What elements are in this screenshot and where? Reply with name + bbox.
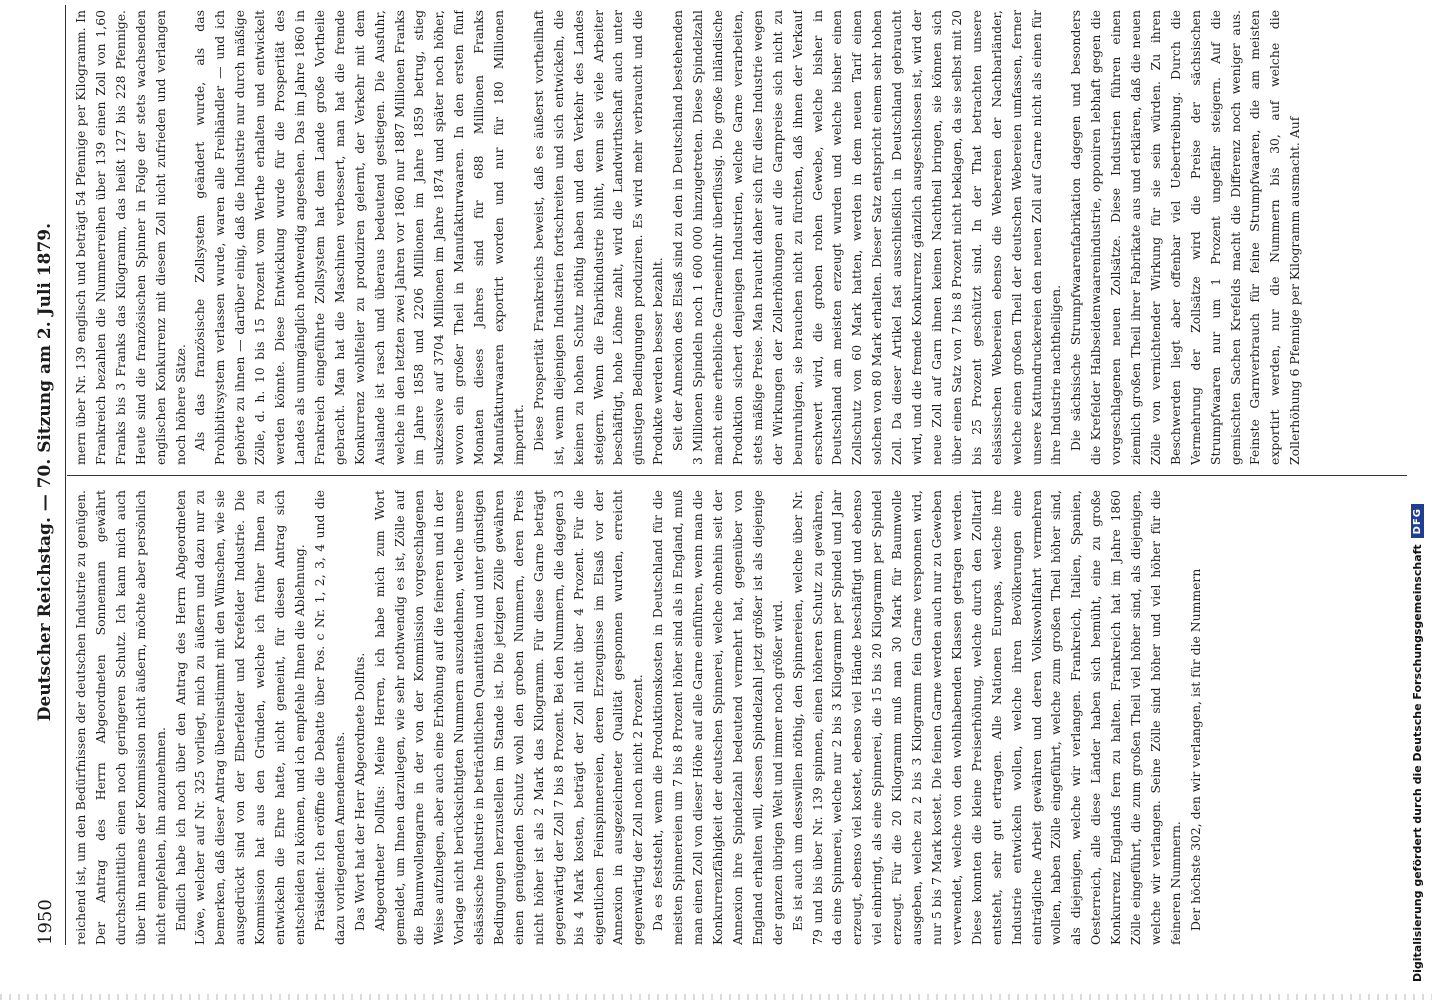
paragraph: Diese Prosperität Frankreichs beweist, daß es äußerst vortheilhaft ist, wenn diejenigen Industrien fortschreiten und sich entwickeln, die keinen zu hohen Schutz nöthig haben und den Verkehr des Landes steigern. Wenn die Fabrikindustrie blüht, wenn sie viele Arbeiter beschäftigt, hohe Löhne zahlt, wird die Landwirthschaft auch unter günstigen Bedingungen produziren. Es wird mehr verbraucht und die Produkte werden besser bezahlt. — [530, 10, 666, 465]
page-header — [25, 5, 65, 945]
paragraph: Endlich habe ich noch über den Antrag des Herrn Abgeordneten Löwe, welcher auf Nr. 325 vorliegt, mich zu äußern und dazu nur zu bemerken, daß dieser Antrag übereinstimmt mit den Wünschen, wie sie ausgedrückt sind von der Elberfelder und Krefelder Industrie. Die Kommission hat aus den Gründen, welche ich früher Ihnen zu entwickeln die Ehre hatte, nicht gemeint, für diesen Antrag sich entscheiden zu können, und ich empfehle Ihnen die Ablehnung. — [172, 490, 307, 945]
column-divider — [67, 475, 1407, 476]
scan-edge — [0, 994, 1432, 1000]
paragraph: mern über Nr. 139 englisch und beträgt 54 Pfennige per Kilogramm. In Frankreich bezahlen die Nummerreihen über 139 einen Zoll von 1,60 Franks bis 3 Franks das Kilogramm, das heißt 127 bis 228 Pfennige. Heute sind die französischen Spinner in Folge der stets wachsenden englischen Konkurrenz mit diesem Zoll nicht zufrieden und verlangen noch höhere Sätze. — [73, 10, 188, 465]
dfg-logo: DFG — [1411, 504, 1424, 538]
paragraph: Die sächsische Strumpfwaarenfabrikation dagegen und besonders die Krefelder Halbseidenwaarenindustrie, opponiren lebhaft gegen die vorgeschlagenen neuen Zollsätze. Diese Industrien führen einen ziemlich großen Theil ihrer Fabrikate aus und erklären, daß die neuen Zölle von vernichtender Wirkung für sie sein würden. Zu ihren Beschwerden liegt aber offenbar viel Uebertreibung. Durch die Vermehrung der Zollsätze wird die Preise der sächsischen Strumpfwaaren nur um 1 Prozent ungefähr steigern. Auf die gemischten Sachen Krefelds macht die Differenz noch weniger aus. Feinste Garnverbrauch für feine Strumpfwaaren, die am meisten exportirt werden, nur die Nummern bis 30, auf welche die Zollerhöhung 6 Pfennige per Kilogramm ausmacht. Auf — [1068, 10, 1303, 465]
rotated-page — [25, 5, 1410, 945]
header-rule — [65, 5, 66, 945]
right-column — [71, 10, 1406, 465]
left-column — [71, 490, 1406, 945]
paragraph: Der höchste 302, den wir verlangen, ist für die Nummern — [1187, 568, 1203, 931]
paragraph: Abgeordneter Dollfus: Meine Herren, ich habe mich zum Wort gemeldet, um Ihnen darzulegen, wie sehr nothwendig es ist, Zölle auf die Baumwollengarne in der von der Kommission vorgeschlagenen Weise aufzulegen, aber auch eine Erhöhung auf die feineren und in der Vorlage nicht berücksichtigten Nummern auszudehnen, welche unsere elsässische Industrie in beträchtlichen Quantitäten und unter günstigen Bedingungen herzustellen im Stande ist. Die jetzigen Zölle gewähren einen genügenden Schutz wohl den groben Nummern, deren Preis nicht höher ist als 2 Mark das Kilogramm. Für diese Garne beträgt gegenwärtig der Zoll 7 bis 8 Prozent. Bei den Nummern, die dagegen 3 bis 4 Mark kosten, beträgt der Zoll nicht über 4 Prozent. Für die eigentlichen Feinspinnereien, deren Erzeugnisse im Elsaß vor der Annexion in ausgezeichneter Qualität gesponnen wurden, erreicht gegenwärtig der Zoll noch nicht 2 Prozent. — [371, 490, 646, 945]
paragraph: Präsident: Ich eröffne die Debatte über Pos. c Nr. 1, 2, 3, 4 und die dazu vorliegenden Amendements. — [311, 490, 347, 945]
paragraph: Es ist auch um desswillen nöthig, den Spinnereien, welche über Nr. 79 und bis über Nr. 139 spinnen, einen höheren Schutz zu gewähren, da eine Spinnerei, welche nur 2 bis 3 Kilogramm per Spindel und Jahr erzeugt, ebenso viel kostet, ebenso viel Hände beschäftigt und ebenso viel einbringt, als eine Spinnerei, die 15 bis 20 Kilogramm per Spindel erzeugt. Für die 20 Kilogramm muß man 30 Mark für Baumwolle ausgeben, welche zu 2 bis 3 Kilogramm fein Garne versponnen wird, nur 5 bis 7 Mark kostet. Die feinen Garne werden auch nur zu Geweben verwendet, welche von den wohlhabenden Klassen getragen werden. Diese konnten die kleine Preiserhöhung, welche durch den Zolltarif entsteht, sehr gut ertragen. Alle Nationen Europas, welche ihre Industrie entwickeln wollen, welche ihren Bevölkerungen eine einträgliche Arbeit gewähren und deren Volkswohlfahrt vermehren wollen, haben Zölle eingeführt, welche zum großen Theil höher sind, als diejenigen, welche wir verlangen. Frankreich, Italien, Spanien, Oesterreich, alle diese Länder haben sich bemüht, eine zu große Konkurrenz Englands fern zu halten. Frankreich hat im Jahre 1860 Zölle eingeführt, die zum großen Theil viel höher sind, als diejenigen, welche wir verlangen. Seine Zölle sind höher und viel höher für die feineren Nummern. — [789, 490, 1183, 945]
paragraph: Seit der Annexion des Elsaß sind zu den in Deutschland bestehenden 3 Millionen Spindeln noch 1 600 000 hinzugetreten. Diese Spindelzahl macht eine erhebliche Garneeinfuhr überflüssig. Die große inländische Produktion sichert denjenigen Industrien, welche Garne verarbeiten, stets mäßige Preise. Man braucht daher sich für diese Industrie wegen der Wirkungen der Zollerhöhungen auf die Garnpreise sich nicht zu beunruhigen, sie brauchen nicht zu fürchten, daß ihnen der Verkauf erschwert wird, die groben rohen Gewebe, welche bisher in Deutschland am meisten erzeugt wurden und welche bisher einen Zollschutz von 60 Mark hatten, werden in dem neuen Tarif einen solchen von 80 Mark erhalten. Dieser Satz entspricht einem sehr hohen Zoll. Da dieser Artikel fast ausschließlich in Deutschland gebraucht wird, und die fremde Konkurrenz gänzlich ausgeschlossen ist, wird der neue Zoll auf Garn ihnen keinen Nachtheil bringen, sie können sich über einen Satz von 7 bis 8 Prozent nicht beklagen, da sie selbst mit 20 bis 25 Prozent geschützt sind. In der That betrachten unsere elsässischen Webereien ebenso die Webereien der Nachbarländer, welche einen großen Theil der deutschen Webereien umfassen, ferner unsere Kattundruckereien den neuen Zoll auf Garne nicht als einen für ihre Industrie nachtheiligen. — [670, 10, 1064, 465]
paragraph: Da es feststeht, wenn die Produktionskosten in Deutschland für die meisten Spinnereien um 7 bis 8 Prozent höher sind als in England, muß man einen Zoll von dieser Höhe auf alle Garne einführen, wenn man die Konkurrenzfähigkeit der deutschen Spinnerei, welche ohnehin seit der Annexion ihre Spindelzahl bedeutend vermehrt hat, gegenüber von England erhalten will, dessen Spindelzahl jetzt größer ist als diejenige der ganzen übrigen Welt und immer noch größer wird. — [650, 490, 785, 945]
digitization-credit — [1411, 504, 1424, 982]
page-number: 1950 — [34, 899, 56, 945]
page-title: Deutscher Reichstag. — 70. Sitzung am 2. Juli 1879. — [35, 222, 55, 722]
paragraph: Das Wort hat der Herr Abgeordnete Dollfus. — [351, 652, 367, 931]
paragraph: Als das französische Zollsystem geändert wurde, als das Prohibitivsystem verlassen wurde, waren alle Freihändler — und ich gehörte zu ihnen — darüber einig, daß die Industrie nur durch mäßige Zölle, d. h. 10 bis 15 Prozent vom Werthe erhalten und entwickelt werden könnte. Diese Entwicklung wurde für die Prosperität des Landes als unumgänglich nothwendig angesehen. Das im Jahre 1860 in Frankreich eingeführte Zollsystem hat dem Lande große Vortheile gebracht. Man hat die Maschinen verbessert, man hat die fremde Konkurrenz wohlfeiler zu produziren gelernt, der Verkehr mit dem Auslande ist rasch und überaus bedeutend gestiegen. Die Ausfuhr, welche in den letzten zwei Jahren vor 1860 nur 1887 Millionen Franks im Jahre 1858 und 2206 Millionen im Jahre 1859 betrug, stieg sukzessive auf 3704 Millionen im Jahre 1874 und später noch höher, wovon ein großer Theil in Manufakturwaaren. In den ersten fünf Monaten dieses Jahres sind für 688 Millionen Franks Manufakturwaaren exportirt worden und nur für 180 Millionen importirt. — [192, 10, 526, 465]
credit-text: Digitalisierung gefördert durch die Deutsche Forschungsgemeinschaft — [1411, 544, 1424, 982]
paragraph: reichend ist, um den Bedürfnissen der deutschen Industrie zu genügen. Der Antrag des Herrn Abgeordneten Sonnemann gewährt durchschnittlich einen noch geringeren Schutz. Ich kann mich auch über ihn namens der Kommission nicht äußern, möchte aber persönlich nicht empfehlen, ihn anzunehmen. — [73, 490, 168, 945]
